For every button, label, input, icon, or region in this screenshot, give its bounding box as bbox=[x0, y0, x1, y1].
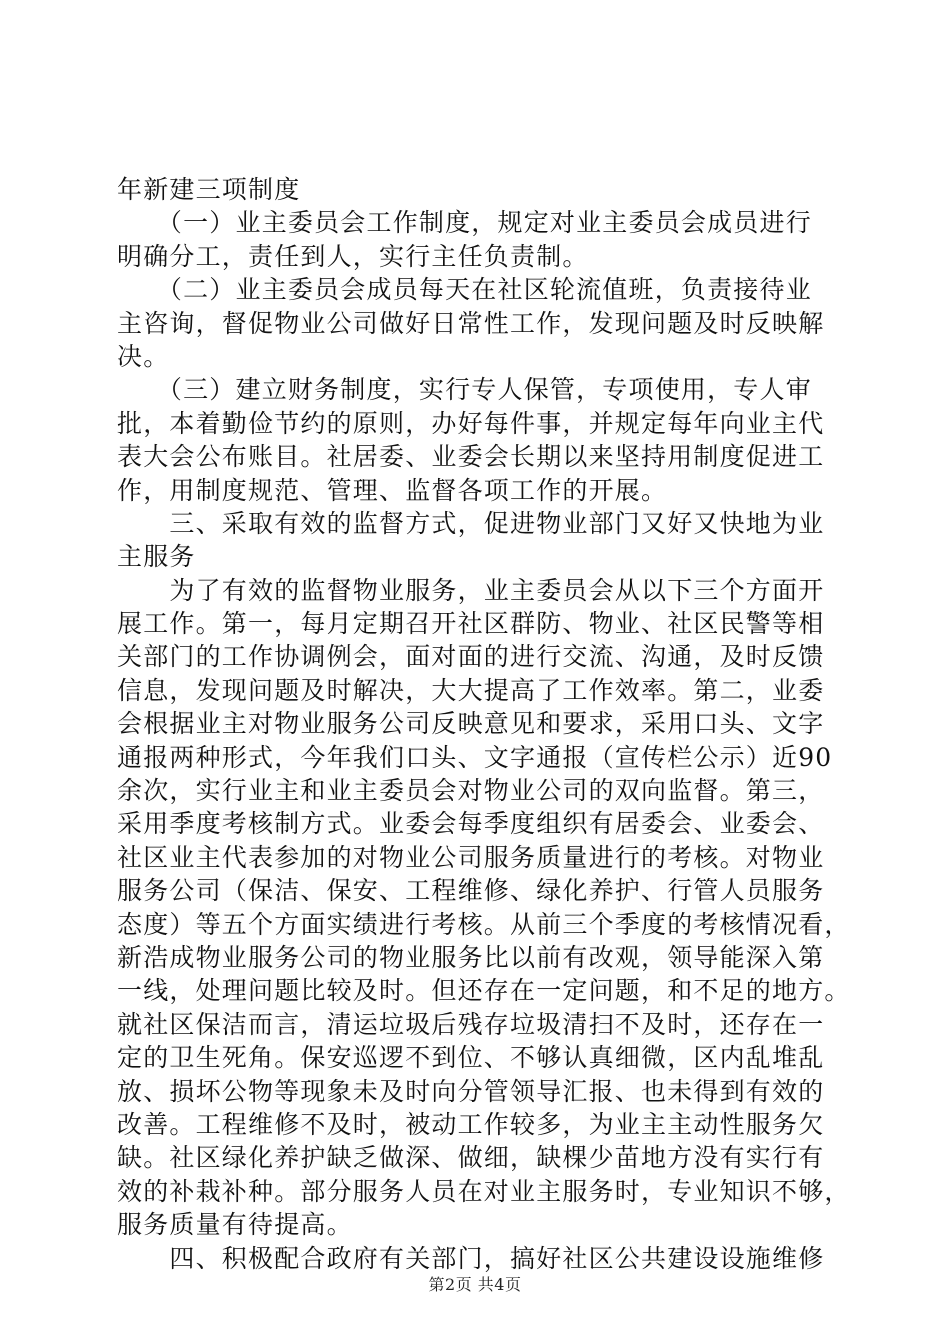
text-line: 主咨询，督促物业公司做好日常性工作，发现问题及时反映解 bbox=[117, 308, 825, 338]
text-line: 社区业主代表参加的对物业公司服务质量进行的考核。对物业 bbox=[117, 842, 825, 872]
document-body bbox=[117, 173, 851, 1275]
text-line: 展工作。第一，每月定期召开社区群防、物业、社区民警等相 bbox=[117, 609, 825, 639]
text-line: 余次，实行业主和业主委员会对物业公司的双向监督。第三， bbox=[117, 776, 825, 806]
text-line: 年新建三项制度 bbox=[117, 175, 301, 204]
text-line: 会根据业主对物业服务公司反映意见和要求，采用口头、文字 bbox=[117, 709, 825, 739]
text-line: 作，用制度规范、管理、监督各项工作的开展。 bbox=[117, 475, 668, 505]
text-line: 定的卫生死角。保安巡逻不到位、不够认真细微，区内乱堆乱 bbox=[117, 1043, 825, 1073]
text-line: 信息，发现问题及时解决，大大提高了工作效率。第二，业委 bbox=[117, 675, 825, 705]
section-heading-line: 四、积极配合政府有关部门，搞好社区公共建设设施维修 bbox=[117, 1243, 825, 1273]
text-line: 放、损坏公物等现象未及时向分管领导汇报、也未得到有效的 bbox=[117, 1076, 825, 1106]
text-line: 批，本着勤俭节约的原则，办好每件事，并规定每年向业主代 bbox=[117, 408, 825, 438]
text-line: 表大会公布账目。社居委、业委会长期以来坚持用制度促进工 bbox=[117, 442, 825, 472]
text-line: 就社区保洁而言，清运垃圾后残存垃圾清扫不及时，还存在一 bbox=[117, 1009, 825, 1039]
text-line: 改善。工程维修不及时，被动工作较多，为业主主动性服务欠 bbox=[117, 1109, 825, 1139]
text-line: 缺。社区绿化养护缺乏做深、做细，缺棵少苗地方没有实行有 bbox=[117, 1143, 825, 1173]
text-line: 态度）等五个方面实绩进行考核。从前三个季度的考核情况看， bbox=[117, 909, 851, 939]
text-line: （二）业主委员会成员每天在社区轮流值班，负责接待业 bbox=[117, 275, 812, 305]
text-line: 效的补栽补种。部分服务人员在对业主服务时，专业知识不够， bbox=[117, 1176, 851, 1206]
text-line: （三）建立财务制度，实行专人保管，专项使用，专人审 bbox=[117, 375, 812, 405]
page-number-footer: 第2页 共4页 bbox=[428, 1275, 522, 1294]
text-line: 明确分工，责任到人，实行主任负责制。 bbox=[117, 241, 589, 271]
text-line: 采用季度考核制方式。业委会每季度组织有居委会、业委会、 bbox=[117, 809, 825, 839]
section-heading-line: 三、采取有效的监督方式，促进物业部门又好又快地为业 bbox=[117, 508, 825, 538]
text-line: 关部门的工作协调例会，面对面的进行交流、沟通，及时反馈 bbox=[117, 642, 825, 672]
text-line: 决。 bbox=[117, 341, 170, 371]
text-line: 服务公司（保洁、保安、工程维修、绿化养护、行管人员服务 bbox=[117, 876, 825, 906]
text-line: 一线，处理问题比较及时。但还存在一定问题，和不足的地方。 bbox=[117, 976, 851, 1006]
text-line: （一）业主委员会工作制度，规定对业主委员会成员进行 bbox=[117, 208, 812, 238]
text-line: 服务质量有待提高。 bbox=[117, 1210, 353, 1240]
text-line: 新浩成物业服务公司的物业服务比以前有改观，领导能深入第 bbox=[117, 942, 825, 972]
section-heading-line: 主服务 bbox=[117, 542, 196, 572]
text-line: 为了有效的监督物业服务，业主委员会从以下三个方面开 bbox=[117, 575, 825, 605]
text-line: 通报两种形式，今年我们口头、文字通报（宣传栏公示）近90 bbox=[117, 742, 833, 772]
